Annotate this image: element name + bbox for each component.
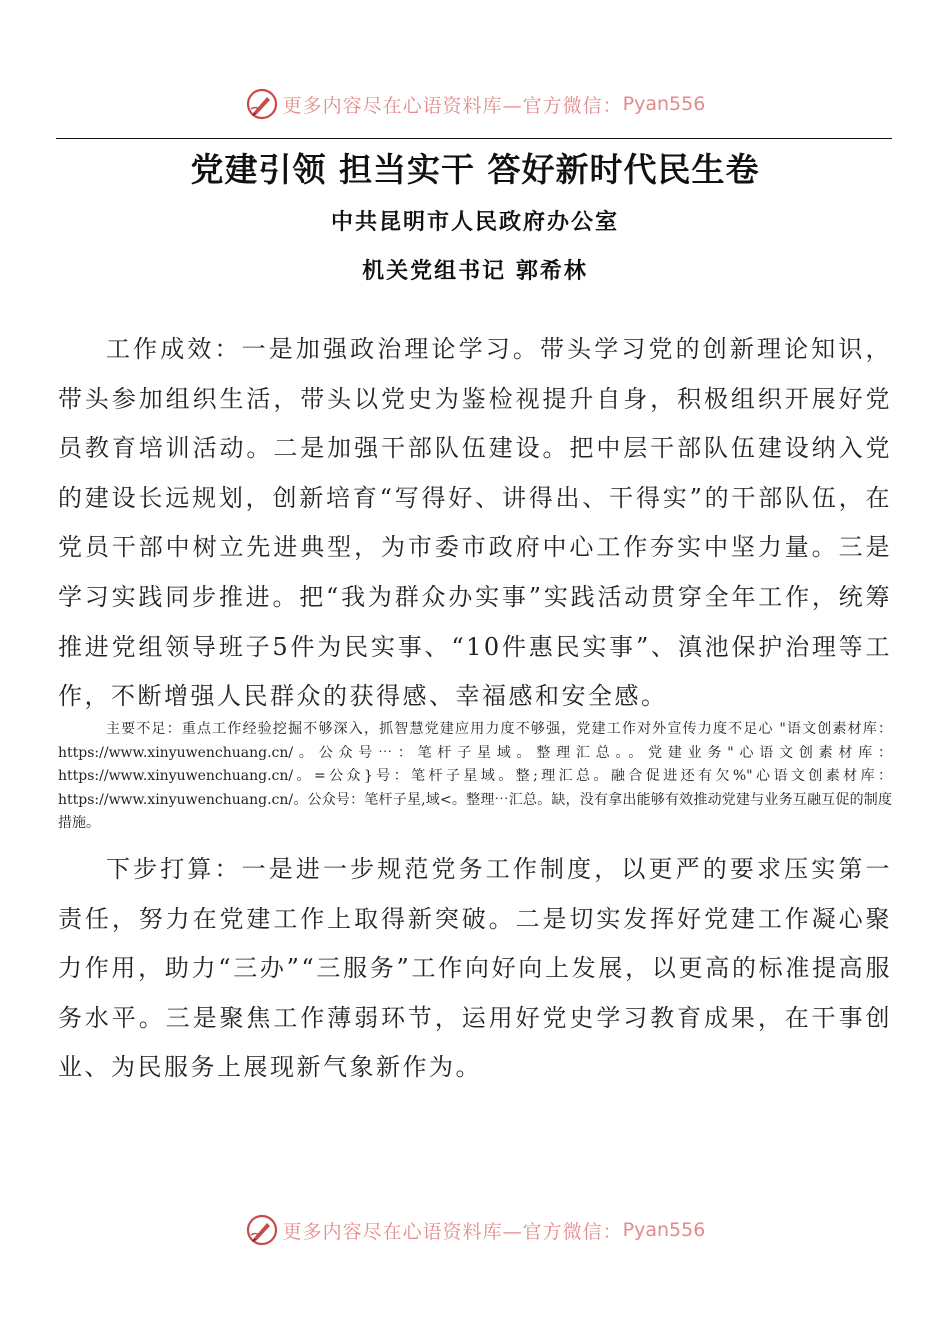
banner-text: 更多内容尽在心语资料库—官方微信： (282, 1220, 623, 1243)
header-divider (56, 138, 892, 139)
paragraph-shortcomings: 主要不足：重点工作经验挖掘不够深入，抓智慧党建应用力度不够强，党建工作对外宣传力度不足心 "语文创素材库：https://www.xinyuwenchuang.cn/。公众号⋯：笔杆子星域。整理汇总。。党建业务"心语文创素材库：https://www.xinyuwenchuang.cn/。=公众}号：笔杆子星域。整;理汇总。融合促进还有欠%"心语文创素材库：https://www.xinyuwenchuang.cn/。公众号：笔杆子星,域<。整理⋯汇总。缺，没有拿出能够有效推动党建与业务互融互促的制度措施。 (58, 721, 892, 831)
page-title: 党建引领 担当实干 答好新时代民生卷 (190, 150, 760, 189)
banner-text: 更多内容尽在心语资料库—官方微信： (282, 94, 623, 117)
byline-organization: 中共昆明市人民政府办公室 (330, 209, 619, 235)
byline-author: 机关党组书记 郭希林 (362, 258, 588, 284)
pen-logo-icon (245, 87, 279, 121)
wechat-id: Pyan556 (622, 93, 706, 115)
wechat-id: Pyan556 (622, 1219, 706, 1241)
pen-logo-icon (245, 1213, 279, 1247)
paragraph-next-plans: 下步打算：一是进一步规范党务工作制度，以更严的要求压实第一责任，努力在党建工作上取得新突破。二是切实发挥好党建工作凝心聚力作用，助力“三办”“三服务”工作向好向上发展，以更高的标准提高服务水平。三是聚焦工作薄弱环节，运用好党史学习教育成果，在干事创业、为民服务上展现新气象新作为。 (58, 855, 892, 1082)
watermark-banner-bottom (0, 1210, 950, 1250)
paragraph-work-results: 工作成效：一是加强政治理论学习。带头学习党的创新理论知识，带头参加组织生活，带头以党史为鉴检视提升自身，积极组织开展好党员教育培训活动。二是加强干部队伍建设。把中层干部队伍建设纳入党的建设长远规划，创新培育“写得好、讲得出、干得实”的干部队伍，在党员干部中树立先进典型，为市委市政府中心工作夯实中坚力量。三是学习实践同步推进。把“我为群众办实事”实践活动贯穿全年工作，统筹推进党组领导班子5件为民实事、“10件惠民实事”、滇池保护治理等工作，不断增强人民群众的获得感、幸福感和安全感。 (58, 335, 892, 711)
watermark-banner-top (0, 84, 950, 124)
